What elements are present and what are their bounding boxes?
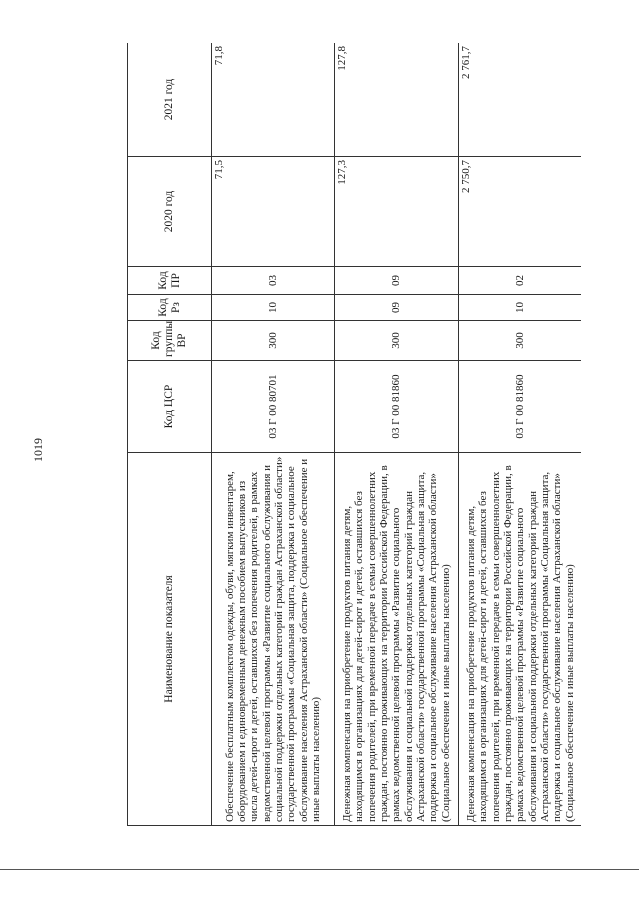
row-csr-code: 03 Г 00 80701 — [212, 361, 335, 453]
row-csr-code: 03 Г 00 81860 — [459, 361, 582, 453]
header-vr-code: Код группы ВР — [128, 321, 212, 361]
row-rz-code: 10 — [459, 295, 582, 321]
row-pr-code: 02 — [459, 267, 582, 295]
row-value-2020: 71,5 — [212, 157, 335, 267]
row-name: Обеспечение бесплатным комплектом одежды, обуви, мягким инвентарем, оборудованием и единовременным денежным пособием выпускников из числа детей-сирот и детей, оставшихся без попечения родителей, в рамках ведомственной целевой программы «Развитие социального обслуживания и социальной поддержки отдельных категорий граждан Астраханской области» государственной программы «Социальная защита, поддержка и социальное обслуживание населения Астраханской области» (Социальное обеспечение и иные выплаты населению) — [212, 453, 335, 826]
row-name: Денежная компенсация на приобретение продуктов питания детям, находящимся в организациях для детей-сирот и детей, оставшихся без попечения родителей, при временной передаче в семьи совершеннолетних граждан, постоянно проживающих на территории Российской Федерации, в рамках ведомственной целевой программы «Развитие социального обслуживания и социальной поддержки отдельных категорий граждан Астраханской области» государственной программы «Социальная защита, поддержка и социальное обслуживание населения Астраханской области» (Социальное обеспечение и иные выплаты населению) — [335, 453, 459, 826]
rotated-table-frame — [127, 43, 581, 826]
row-value-2021: 127,8 — [335, 43, 459, 157]
row-pr-code: 03 — [212, 267, 335, 295]
row-vr-code: 300 — [459, 321, 582, 361]
row-vr-code: 300 — [212, 321, 335, 361]
header-year-2021: 2021 год — [128, 43, 212, 157]
header-year-2020: 2020 год — [128, 157, 212, 267]
row-name: Денежная компенсация на приобретение продуктов питания детям, находящимся в организациях для детей-сирот и детей, оставшихся без попечения родителей, при временной передаче в семьи совершеннолетних граждан, постоянно проживающих на территории Российской Федерации, в рамках ведомственной целевой программы «Развитие социального обслуживания и социальной поддержки отдельных категорий граждан Астраханской области» государственной программы «Социальная защита, поддержка и социальное обслуживание населения Астраханской области» (Социальное обеспечение и иные выплаты населению) — [459, 453, 582, 826]
row-pr-code: 09 — [335, 267, 459, 295]
row-csr-code: 03 Г 00 81860 — [335, 361, 459, 453]
row-value-2021: 2 761,7 — [459, 43, 582, 157]
table-row — [335, 43, 459, 826]
budget-table — [127, 43, 581, 826]
row-vr-code: 300 — [335, 321, 459, 361]
row-value-2020: 127,3 — [335, 157, 459, 267]
header-pr-code: Код ПР — [128, 267, 212, 295]
header-csr-code: Код ЦСР — [128, 361, 212, 453]
table-row — [459, 43, 582, 826]
rotated-table-canvas — [127, 43, 581, 826]
table-row — [212, 43, 335, 826]
row-rz-code: 09 — [335, 295, 459, 321]
header-name: Наименование показателя — [128, 453, 212, 826]
row-value-2021: 71,8 — [212, 43, 335, 157]
table-header-row — [128, 43, 212, 826]
header-rz-code: Код Рз — [128, 295, 212, 321]
page-bottom-divider — [0, 869, 639, 870]
page-number: 1019 — [30, 438, 45, 462]
row-value-2020: 2 750,7 — [459, 157, 582, 267]
row-rz-code: 10 — [212, 295, 335, 321]
